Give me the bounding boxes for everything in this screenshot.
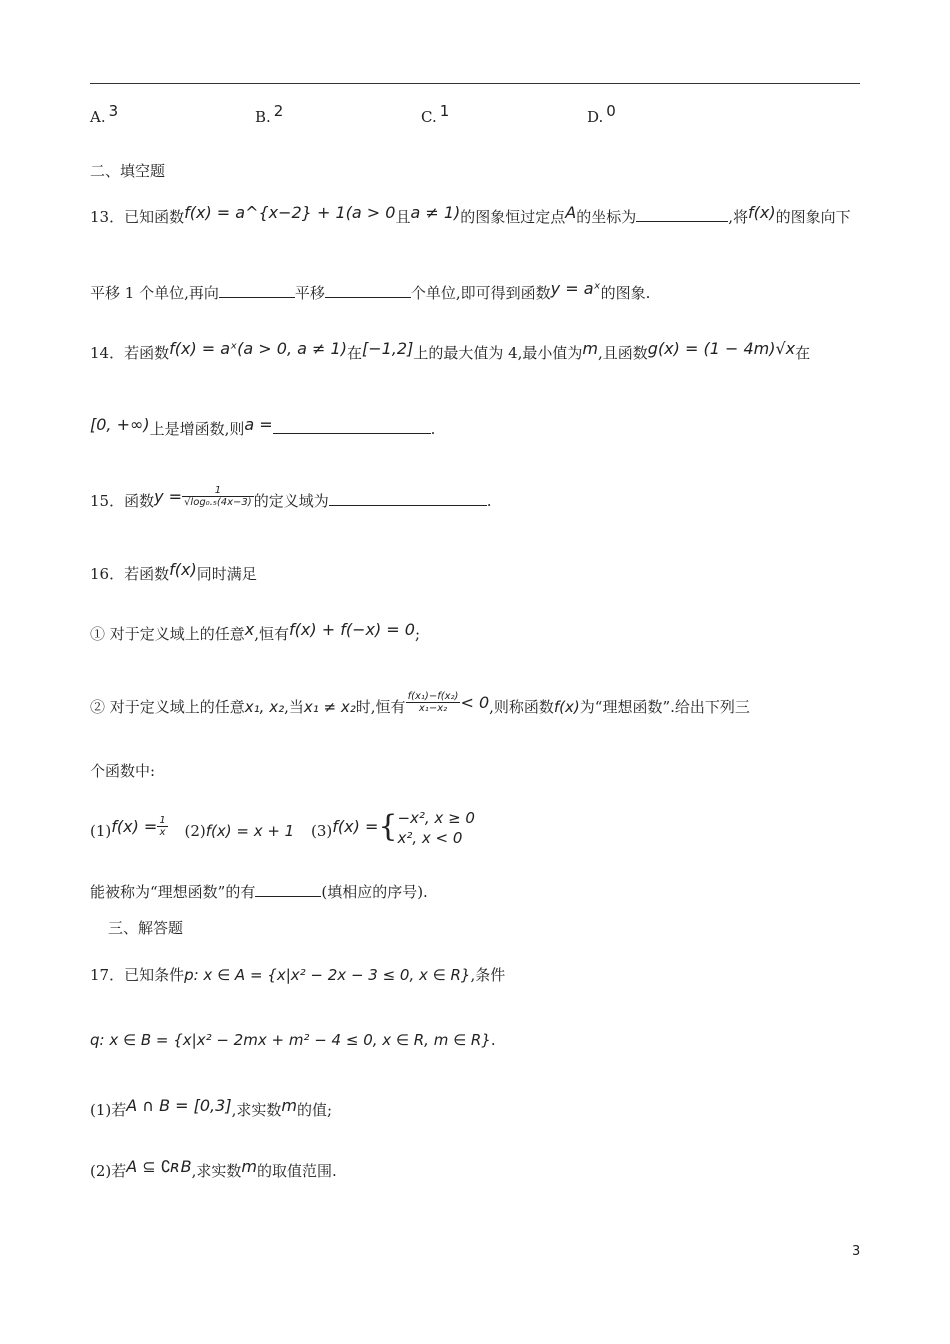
answer-blank bbox=[325, 283, 411, 298]
fraction: $\frac{1}{x}$ bbox=[159, 814, 166, 838]
answer-blank bbox=[273, 419, 431, 434]
question-14-line2: [0, +∞)上是增函数,则a = . bbox=[90, 415, 436, 438]
top-rule bbox=[90, 83, 860, 84]
fraction: $\frac{1}{\text{√log₀.₅(4x−3)}}$ bbox=[184, 484, 252, 508]
option-a-value: 3 bbox=[108, 102, 119, 120]
fraction: $\frac{\text{f(x₁)−f(x₂)}}{\text{x₁−x₂}}$ bbox=[407, 690, 459, 714]
answer-blank bbox=[219, 283, 295, 298]
answer-blank bbox=[636, 207, 728, 222]
question-17-part-1: (1)若A ∩ B = [0,3],求实数m的值; bbox=[90, 1096, 332, 1119]
section-heading-solutions: 三、解答题 bbox=[108, 919, 184, 937]
question-17-line1: 17．已知条件p: x ∈ A = {x|x² − 2x − 3 ≤ 0, x ∈ R},条件 bbox=[90, 966, 506, 984]
option-c: C. 1 bbox=[421, 102, 450, 126]
question-16-functions: (1)f(x) = $\frac{1}{x}$ (2)f(x) = x + 1 (3)f(x) ={ −x², x ≥ 0 x², x < 0 bbox=[90, 808, 475, 847]
section-heading-fill-in: 二、填空题 bbox=[90, 162, 166, 180]
answer-blank bbox=[255, 882, 321, 897]
question-16-intro: 16．若函数f(x)同时满足 bbox=[90, 560, 257, 583]
option-b-value: 2 bbox=[273, 102, 284, 120]
question-17-part-2: (2)若A ⊆ ∁ʀB,求实数m的取值范围. bbox=[90, 1157, 337, 1180]
question-16-condition-2-cont: 个函数中: bbox=[90, 762, 156, 780]
question-16-condition-2: ② 对于定义域上的任意x₁, x₂,当x₁ ≠ x₂时,恒有 $\frac{\text{f(x₁)−f(x₂)}}{\text{x₁−x₂}}$ < 0,则称函数f(x)为“理想函数”.给出下列三 bbox=[90, 690, 750, 716]
question-14-line1: 14．若函数f(x) = aˣ(a > 0, a ≠ 1)在[−1,2]上的最大值为 4,最小值为m,且函数g(x) = (1 − 4m)√x在 bbox=[90, 339, 811, 362]
question-15: 15．函数y = $\frac{1}{\text{√log₀.₅(4x−3)}}$ 的定义域为 . bbox=[90, 484, 492, 510]
question-13-line2: 平移 1 个单位,再向 平移 个单位,即可得到函数y = aˣ的图象. bbox=[90, 279, 651, 302]
option-a: A. 3 bbox=[90, 102, 119, 126]
option-b: B. 2 bbox=[255, 102, 284, 126]
answer-blank bbox=[329, 491, 487, 506]
question-13-line1: 13．已知函数f(x) = a^{x−2} + 1(a > 0且a ≠ 1)的图象恒过定点A的坐标为 ,将f(x)的图象向下 bbox=[90, 203, 851, 226]
option-d-value: 0 bbox=[606, 102, 616, 120]
piecewise-cases: −x², x ≥ 0 x², x < 0 bbox=[397, 809, 475, 847]
question-17-line2: q: x ∈ B = {x|x² − 2mx + m² − 4 ≤ 0, x ∈ R, m ∈ R}. bbox=[90, 1031, 496, 1049]
question-16-condition-1: ① 对于定义域上的任意x,恒有f(x) + f(−x) = 0; bbox=[90, 620, 421, 643]
option-c-value: 1 bbox=[439, 102, 450, 120]
option-d: D. 0 bbox=[587, 102, 616, 126]
page-number: 3 bbox=[852, 1244, 861, 1259]
question-16-answer: 能被称为“理想函数”的有 (填相应的序号). bbox=[90, 883, 428, 901]
